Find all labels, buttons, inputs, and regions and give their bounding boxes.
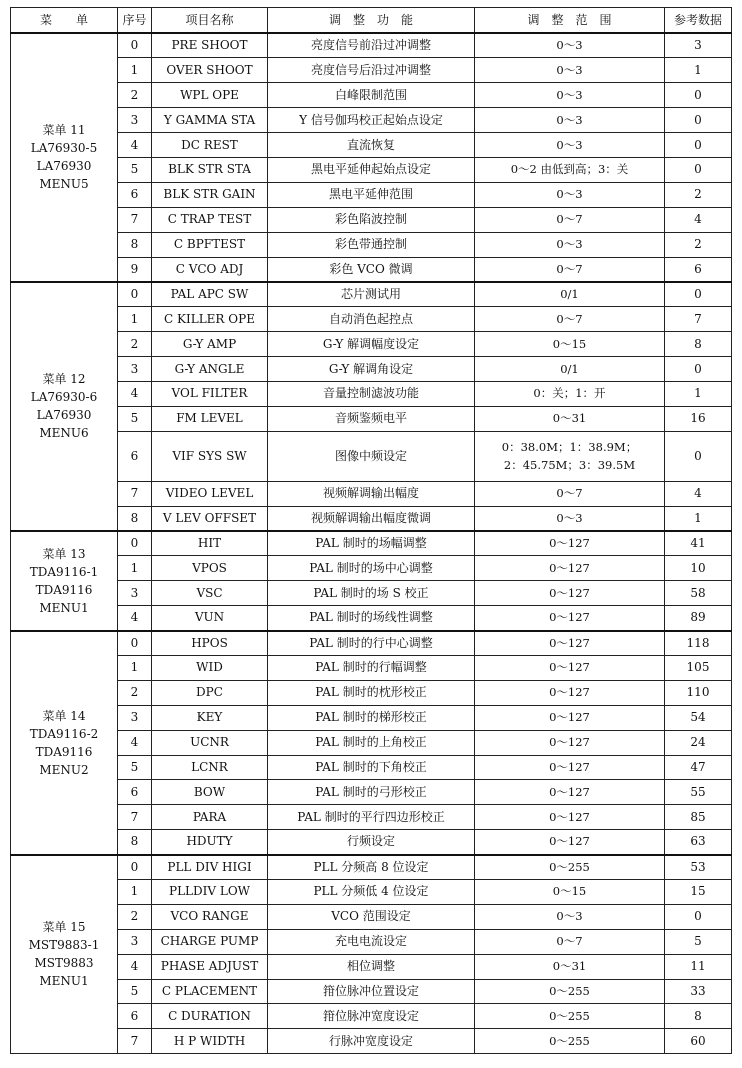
row-index: 8 [118,506,152,531]
row-index: 5 [118,157,152,182]
item-name: G-Y AMP [152,332,268,357]
adjust-range: 0～3 [475,232,665,257]
table-row [11,257,732,282]
adjust-range: 0～127 [475,531,665,556]
row-index: 6 [118,431,152,481]
adjust-range: 0～15 [475,880,665,905]
table-row [11,880,732,905]
item-name: VIDEO LEVEL [152,481,268,506]
table-row [11,631,732,656]
function-desc: 箝位脉冲位置设定 [268,979,475,1004]
table-row [11,830,732,855]
function-desc: 音量控制滤波功能 [268,381,475,406]
header-menu: 菜 单 [11,8,118,34]
adjust-range: 0/1 [475,357,665,382]
adjust-range: 0～3 [475,904,665,929]
function-desc: 相位调整 [268,954,475,979]
reference-value: 105 [665,655,732,680]
adjust-range: 0：38.0M；1：38.9M； 2：45.75M；3：39.5M [475,431,665,481]
item-name: OVER SHOOT [152,58,268,83]
reference-value: 54 [665,705,732,730]
function-desc: 亮度信号前沿过冲调整 [268,33,475,58]
table-row [11,730,732,755]
row-index: 0 [118,855,152,880]
row-index: 9 [118,257,152,282]
row-index: 8 [118,830,152,855]
item-name: PRE SHOOT [152,33,268,58]
reference-value: 0 [665,108,732,133]
table-row [11,83,732,108]
adjust-range: 0～3 [475,506,665,531]
function-desc: PAL 制时的下角校正 [268,755,475,780]
table-row [11,606,732,631]
function-desc: 充电电流设定 [268,929,475,954]
table-row [11,406,732,431]
item-name: C DURATION [152,1004,268,1029]
adjust-range: 0～255 [475,979,665,1004]
row-index: 2 [118,83,152,108]
reference-value: 85 [665,805,732,830]
reference-value: 6 [665,257,732,282]
reference-value: 0 [665,904,732,929]
item-name: Y GAMMA STA [152,108,268,133]
item-name: C BPFTEST [152,232,268,257]
function-desc: 视频解调输出幅度微调 [268,506,475,531]
function-desc: VCO 范围设定 [268,904,475,929]
reference-value: 53 [665,855,732,880]
reference-value: 10 [665,556,732,581]
reference-value: 110 [665,680,732,705]
reference-value: 47 [665,755,732,780]
reference-value: 8 [665,1004,732,1029]
item-name: V LEV OFFSET [152,506,268,531]
header-item-name: 项目名称 [152,8,268,34]
table-row [11,755,732,780]
adjust-range: 0～3 [475,58,665,83]
reference-value: 58 [665,581,732,606]
item-name: HIT [152,531,268,556]
reference-value: 1 [665,381,732,406]
row-index: 3 [118,108,152,133]
adjust-range: 0～3 [475,83,665,108]
row-index: 2 [118,680,152,705]
row-index: 5 [118,755,152,780]
item-name: PLLDIV LOW [152,880,268,905]
item-name: C TRAP TEST [152,207,268,232]
adjustment-table [10,7,732,1054]
table-row [11,929,732,954]
adjust-range: 0～127 [475,730,665,755]
row-index: 7 [118,207,152,232]
table-header [11,8,732,34]
function-desc: PAL 制时的上角校正 [268,730,475,755]
adjust-range: 0～255 [475,1004,665,1029]
reference-value: 60 [665,1029,732,1054]
reference-value: 11 [665,954,732,979]
function-desc: PAL 制时的梯形校正 [268,705,475,730]
item-name: BLK STR GAIN [152,182,268,207]
function-desc: PAL 制时的平行四边形校正 [268,805,475,830]
menu-group-label: 菜单 12 LA76930-6 LA76930 MENU6 [11,282,118,531]
item-name: WID [152,655,268,680]
row-index: 7 [118,1029,152,1054]
adjust-range: 0～15 [475,332,665,357]
adjust-range: 0～7 [475,257,665,282]
adjust-range: 0～3 [475,182,665,207]
reference-value: 0 [665,157,732,182]
header-function: 调 整 功 能 [268,8,475,34]
menu-group-label: 菜单 11 LA76930-5 LA76930 MENU5 [11,33,118,282]
table-row [11,979,732,1004]
reference-value: 1 [665,506,732,531]
function-desc: PAL 制时的弓形校正 [268,780,475,805]
table-row [11,232,732,257]
row-index: 3 [118,357,152,382]
row-index: 4 [118,381,152,406]
reference-value: 118 [665,631,732,656]
menu-group-label: 菜单 14 TDA9116-2 TDA9116 MENU2 [11,631,118,855]
item-name: VSC [152,581,268,606]
item-name: VOL FILTER [152,381,268,406]
item-name: C KILLER OPE [152,307,268,332]
row-index: 2 [118,904,152,929]
function-desc: PAL 制时的行幅调整 [268,655,475,680]
item-name: VUN [152,606,268,631]
reference-value: 0 [665,282,732,307]
reference-value: 4 [665,207,732,232]
table-row [11,1004,732,1029]
table-row [11,655,732,680]
function-desc: 彩色 VCO 微调 [268,257,475,282]
row-index: 1 [118,880,152,905]
row-index: 0 [118,282,152,307]
item-name: PAL APC SW [152,282,268,307]
function-desc: PLL 分频低 4 位设定 [268,880,475,905]
row-index: 3 [118,705,152,730]
adjust-range: 0～7 [475,481,665,506]
item-name: PHASE ADJUST [152,954,268,979]
function-desc: 彩色陷波控制 [268,207,475,232]
item-name: CHARGE PUMP [152,929,268,954]
reference-value: 0 [665,357,732,382]
adjust-range: 0～3 [475,133,665,158]
item-name: LCNR [152,755,268,780]
item-name: PARA [152,805,268,830]
header-index: 序号 [118,8,152,34]
table-row [11,182,732,207]
adjust-range: 0～127 [475,680,665,705]
function-desc: 白峰限制范围 [268,83,475,108]
adjust-range: 0～3 [475,108,665,133]
adjust-range: 0～2 由低到高；3：关 [475,157,665,182]
item-name: VCO RANGE [152,904,268,929]
menu-group-label: 菜单 13 TDA9116-1 TDA9116 MENU1 [11,531,118,631]
row-index: 1 [118,655,152,680]
adjust-range: 0～7 [475,207,665,232]
table-row [11,556,732,581]
table-row [11,680,732,705]
function-desc: PAL 制时的行中心调整 [268,631,475,656]
function-desc: 视频解调输出幅度 [268,481,475,506]
adjust-range: 0～7 [475,307,665,332]
table-row [11,307,732,332]
table-row [11,705,732,730]
adjust-range: 0～31 [475,954,665,979]
function-desc: 彩色带通控制 [268,232,475,257]
function-desc: 箝位脉冲宽度设定 [268,1004,475,1029]
adjust-range: 0～127 [475,755,665,780]
adjust-range: 0～3 [475,33,665,58]
header-reference: 参考数据 [665,8,732,34]
adjust-range: 0～31 [475,406,665,431]
header-range: 调 整 范 围 [475,8,665,34]
reference-value: 7 [665,307,732,332]
adjust-range: 0～127 [475,830,665,855]
table-row [11,282,732,307]
function-desc: Y 信号伽玛校正起始点设定 [268,108,475,133]
row-index: 4 [118,133,152,158]
function-desc: 音频鉴频电平 [268,406,475,431]
table-row [11,58,732,83]
row-index: 7 [118,481,152,506]
reference-value: 89 [665,606,732,631]
reference-value: 41 [665,531,732,556]
item-name: VPOS [152,556,268,581]
row-index: 5 [118,406,152,431]
row-index: 3 [118,581,152,606]
table-row [11,506,732,531]
item-name: VIF SYS SW [152,431,268,481]
adjust-range: 0～127 [475,581,665,606]
row-index: 1 [118,58,152,83]
row-index: 8 [118,232,152,257]
reference-value: 24 [665,730,732,755]
table-row [11,431,732,481]
item-name: C VCO ADJ [152,257,268,282]
table-row [11,381,732,406]
adjust-range: 0：关；1：开 [475,381,665,406]
table-row [11,904,732,929]
row-index: 5 [118,979,152,1004]
row-index: 0 [118,631,152,656]
item-name: G-Y ANGLE [152,357,268,382]
row-index: 2 [118,332,152,357]
item-name: WPL OPE [152,83,268,108]
reference-value: 8 [665,332,732,357]
reference-value: 4 [665,481,732,506]
adjust-range: 0～255 [475,855,665,880]
reference-value: 33 [665,979,732,1004]
adjust-range: 0～127 [475,655,665,680]
row-index: 3 [118,929,152,954]
table-row [11,207,732,232]
table-row [11,531,732,556]
reference-value: 0 [665,431,732,481]
function-desc: 黑电平延伸范围 [268,182,475,207]
item-name: C PLACEMENT [152,979,268,1004]
adjust-range: 0～127 [475,556,665,581]
menu-group-label: 菜单 15 MST9883-1 MST9883 MENU1 [11,855,118,1054]
item-name: HPOS [152,631,268,656]
function-desc: PLL 分频高 8 位设定 [268,855,475,880]
row-index: 1 [118,307,152,332]
reference-value: 0 [665,133,732,158]
row-index: 4 [118,730,152,755]
function-desc: 亮度信号后沿过冲调整 [268,58,475,83]
reference-value: 2 [665,182,732,207]
adjust-range: 0～127 [475,631,665,656]
adjust-range: 0/1 [475,282,665,307]
adjust-range: 0～7 [475,929,665,954]
table-row [11,954,732,979]
table-row [11,33,732,58]
table-body [11,33,732,1054]
table-row [11,1029,732,1054]
adjust-range: 0～127 [475,805,665,830]
function-desc: 行频设定 [268,830,475,855]
reference-value: 5 [665,929,732,954]
table-row [11,780,732,805]
reference-value: 0 [665,83,732,108]
function-desc: 直流恢复 [268,133,475,158]
table-row [11,108,732,133]
row-index: 1 [118,556,152,581]
item-name: DPC [152,680,268,705]
table-row [11,581,732,606]
item-name: DC REST [152,133,268,158]
function-desc: PAL 制时的场线性调整 [268,606,475,631]
row-index: 6 [118,1004,152,1029]
row-index: 7 [118,805,152,830]
row-index: 4 [118,954,152,979]
item-name: H P WIDTH [152,1029,268,1054]
table-row [11,357,732,382]
header-row [11,8,732,34]
function-desc: 行脉冲宽度设定 [268,1029,475,1054]
table-row [11,157,732,182]
function-desc: 自动消色起控点 [268,307,475,332]
item-name: KEY [152,705,268,730]
reference-value: 2 [665,232,732,257]
reference-value: 3 [665,33,732,58]
adjust-range: 0～127 [475,780,665,805]
item-name: UCNR [152,730,268,755]
reference-value: 16 [665,406,732,431]
function-desc: PAL 制时的场 S 校正 [268,581,475,606]
adjust-range: 0～255 [475,1029,665,1054]
row-index: 4 [118,606,152,631]
reference-value: 55 [665,780,732,805]
item-name: BOW [152,780,268,805]
item-name: HDUTY [152,830,268,855]
function-desc: PAL 制时的场中心调整 [268,556,475,581]
item-name: PLL DIV HIGI [152,855,268,880]
function-desc: PAL 制时的场幅调整 [268,531,475,556]
function-desc: G-Y 解调角设定 [268,357,475,382]
reference-value: 15 [665,880,732,905]
table-row [11,805,732,830]
item-name: BLK STR STA [152,157,268,182]
table-row [11,133,732,158]
function-desc: 图像中频设定 [268,431,475,481]
row-index: 0 [118,531,152,556]
function-desc: 黑电平延伸起始点设定 [268,157,475,182]
function-desc: 芯片测试用 [268,282,475,307]
table-row [11,332,732,357]
reference-value: 63 [665,830,732,855]
reference-value: 1 [665,58,732,83]
table-row [11,481,732,506]
function-desc: G-Y 解调幅度设定 [268,332,475,357]
adjust-range: 0～127 [475,606,665,631]
adjust-range: 0～127 [475,705,665,730]
row-index: 0 [118,33,152,58]
row-index: 6 [118,182,152,207]
table-row [11,855,732,880]
item-name: FM LEVEL [152,406,268,431]
row-index: 6 [118,780,152,805]
function-desc: PAL 制时的枕形校正 [268,680,475,705]
